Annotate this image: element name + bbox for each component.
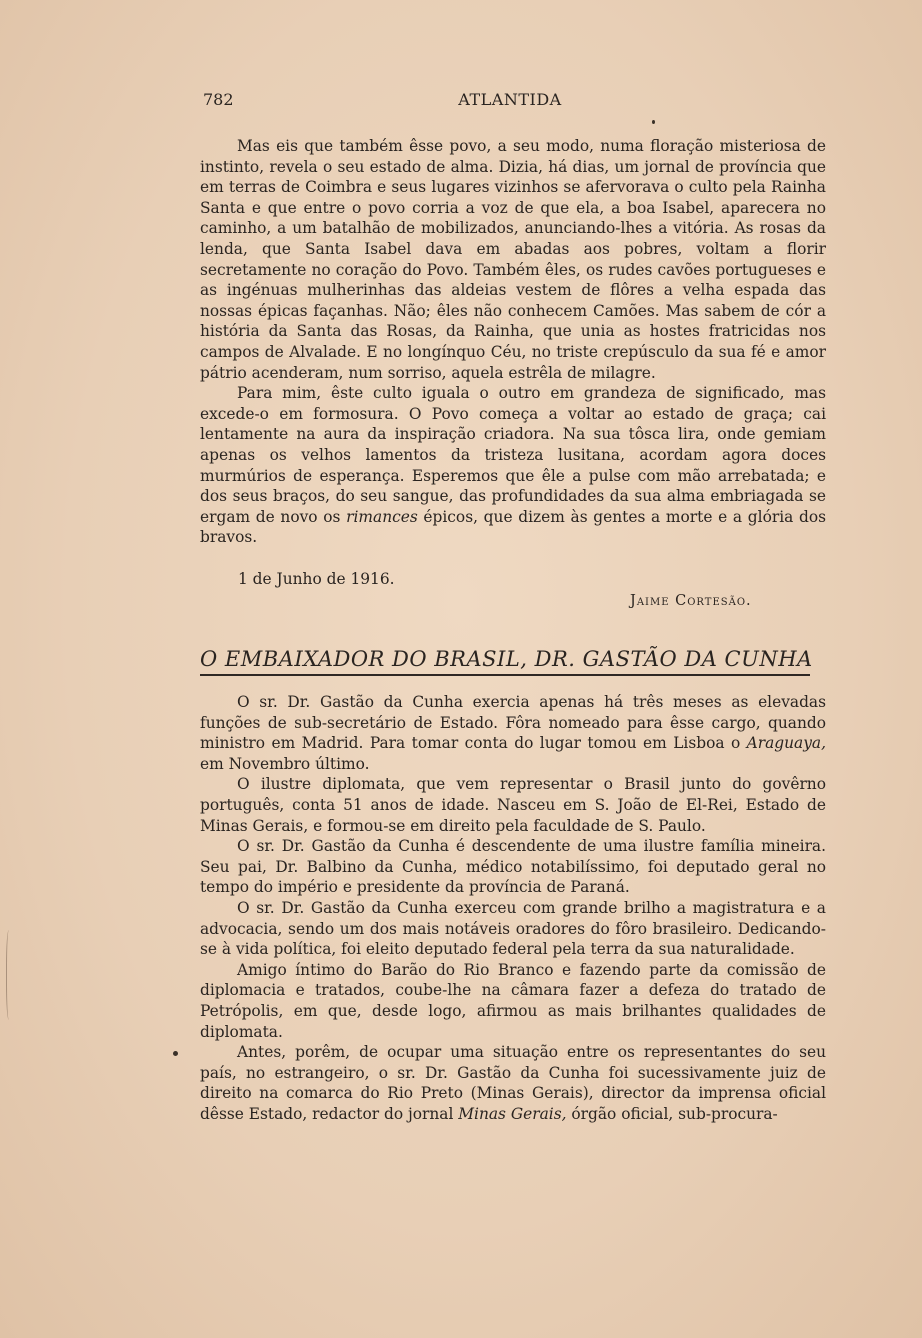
paragraph: Amigo íntimo do Barão do Rio Branco e fazendo parte da comissão de diplomacia e tratados, coube-lhe na câmara fazer a defeza do tratado de Petrópolis, em que, desde logo, afirmou as mais brilhantes qualidades de diplomata.	[200, 960, 826, 1041]
paragraph: O sr. Dr. Gastão da Cunha exerceu com grande brilho a magistratura e a advocacia, sendo um dos mais notáveis oradores do fôro brasileiro. Dedicando-se à vida política, foi eleito deputado federal pela terra da sua naturalidade.	[200, 898, 826, 959]
paragraph: O ilustre diplomata, que vem representar o Brasil junto do govêrno português, conta 51 anos de idade. Nasceu em S. João de El-Rei, Estado de Minas Gerais, e formou-se em direito pela faculdade de S. Paulo.	[200, 775, 826, 835]
page-header	[195, 90, 825, 114]
page-edge-mark	[6, 930, 13, 1020]
newspaper-name: Minas Gerais,	[458, 1104, 567, 1123]
paragraph: Mas eis que também êsse povo, a seu modo, numa floração misteriosa de instinto, revela o seu estado de alma. Dizia, há dias, um jornal de província que em terras de Coimbra e seus lugares vizinhos se afervorava o culto pela Rainha Santa e que entre o povo corria a voz de que ela, a boa Isabel, aparecera no caminho, a um batalhão de mobilizados, anunciando-lhes a vitória. As rosas da lenda, que Santa Isabel dava em abadas aos pobres, voltam a florir secretamente no coração do Povo. Também êles, os rudes cavões portugueses e as ingénuas mulherinhas das aldeias vestem de flôres a velha espada das nossas épicas façanhas. Não; êles não conhecem Camões. Mas sabem de cór a história da Santa das Rosas, da Rainha, que unia as hostes fratricidas nos campos de Alvalade. E no longínquo Céu, no triste crepúsculo da sua fé e amor pátrio acenderam, num sorriso, aquela estrêla de milagre.	[200, 137, 826, 382]
article-jaime-cortesao	[200, 136, 826, 548]
author-signature: Jaime Cortesão.	[630, 593, 752, 609]
page-number: 782	[203, 90, 234, 109]
ship-name: Araguaya,	[746, 734, 826, 753]
dateline: 1 de Junho de 1916.	[238, 570, 395, 588]
paragraph: O sr. Dr. Gastão da Cunha é descendente de uma ilustre família mineira. Seu pai, Dr. Balbino da Cunha, médico notabilíssimo, foi deputado geral no tempo do império e presidente da província de Paraná.	[200, 837, 826, 897]
paragraph: Antes, porêm, de ocupar uma situação entre os representantes do seu país, no estrangeiro, o sr. Dr. Gastão da Cunha foi sucessivamente juiz de direito na comarca do Rio Preto (Minas Gerais), director da imprensa oficial dêsse Estado, redactor do jornal Minas Gerais, órgão oficial, sub-procura-	[200, 1043, 826, 1123]
running-title: ATLANTIDA	[458, 90, 562, 109]
ink-speck	[652, 120, 655, 124]
italic-word: rimances	[346, 507, 418, 526]
section-title: O EMBAIXADOR DO BRASIL, DR. GASTÃO DA CUNHA	[200, 647, 813, 671]
title-underline	[200, 674, 810, 676]
ink-speck	[173, 1051, 178, 1056]
paragraph: Para mim, êste culto iguala o outro em grandeza de significado, mas excede-o em formosura. O Povo começa a voltar ao estado de graça; cai lentamente na aura da inspiração criadora. Na sua tôsca lira, onde gemiam apenas os velhos lamentos da tristeza lusitana, acordam agora doces murmúrios de esperança. Esperemos que êle a pulse com mão arrebatada; e dos seus braços, do seu sangue, das profundidades da sua alma embriagada se ergam de novo os rimances épicos, que dizem às gentes a morte e a glória dos bravos.	[200, 384, 827, 547]
paragraph: O sr. Dr. Gastão da Cunha exercia apenas há três meses as elevadas funções de sub-secretário de Estado. Fôra nomeado para êsse cargo, quando ministro em Madrid. Para tomar conta do lugar tomou em Lisboa o Araguaya, em Novembro último.	[200, 693, 826, 773]
article-embaixador	[200, 692, 826, 1124]
